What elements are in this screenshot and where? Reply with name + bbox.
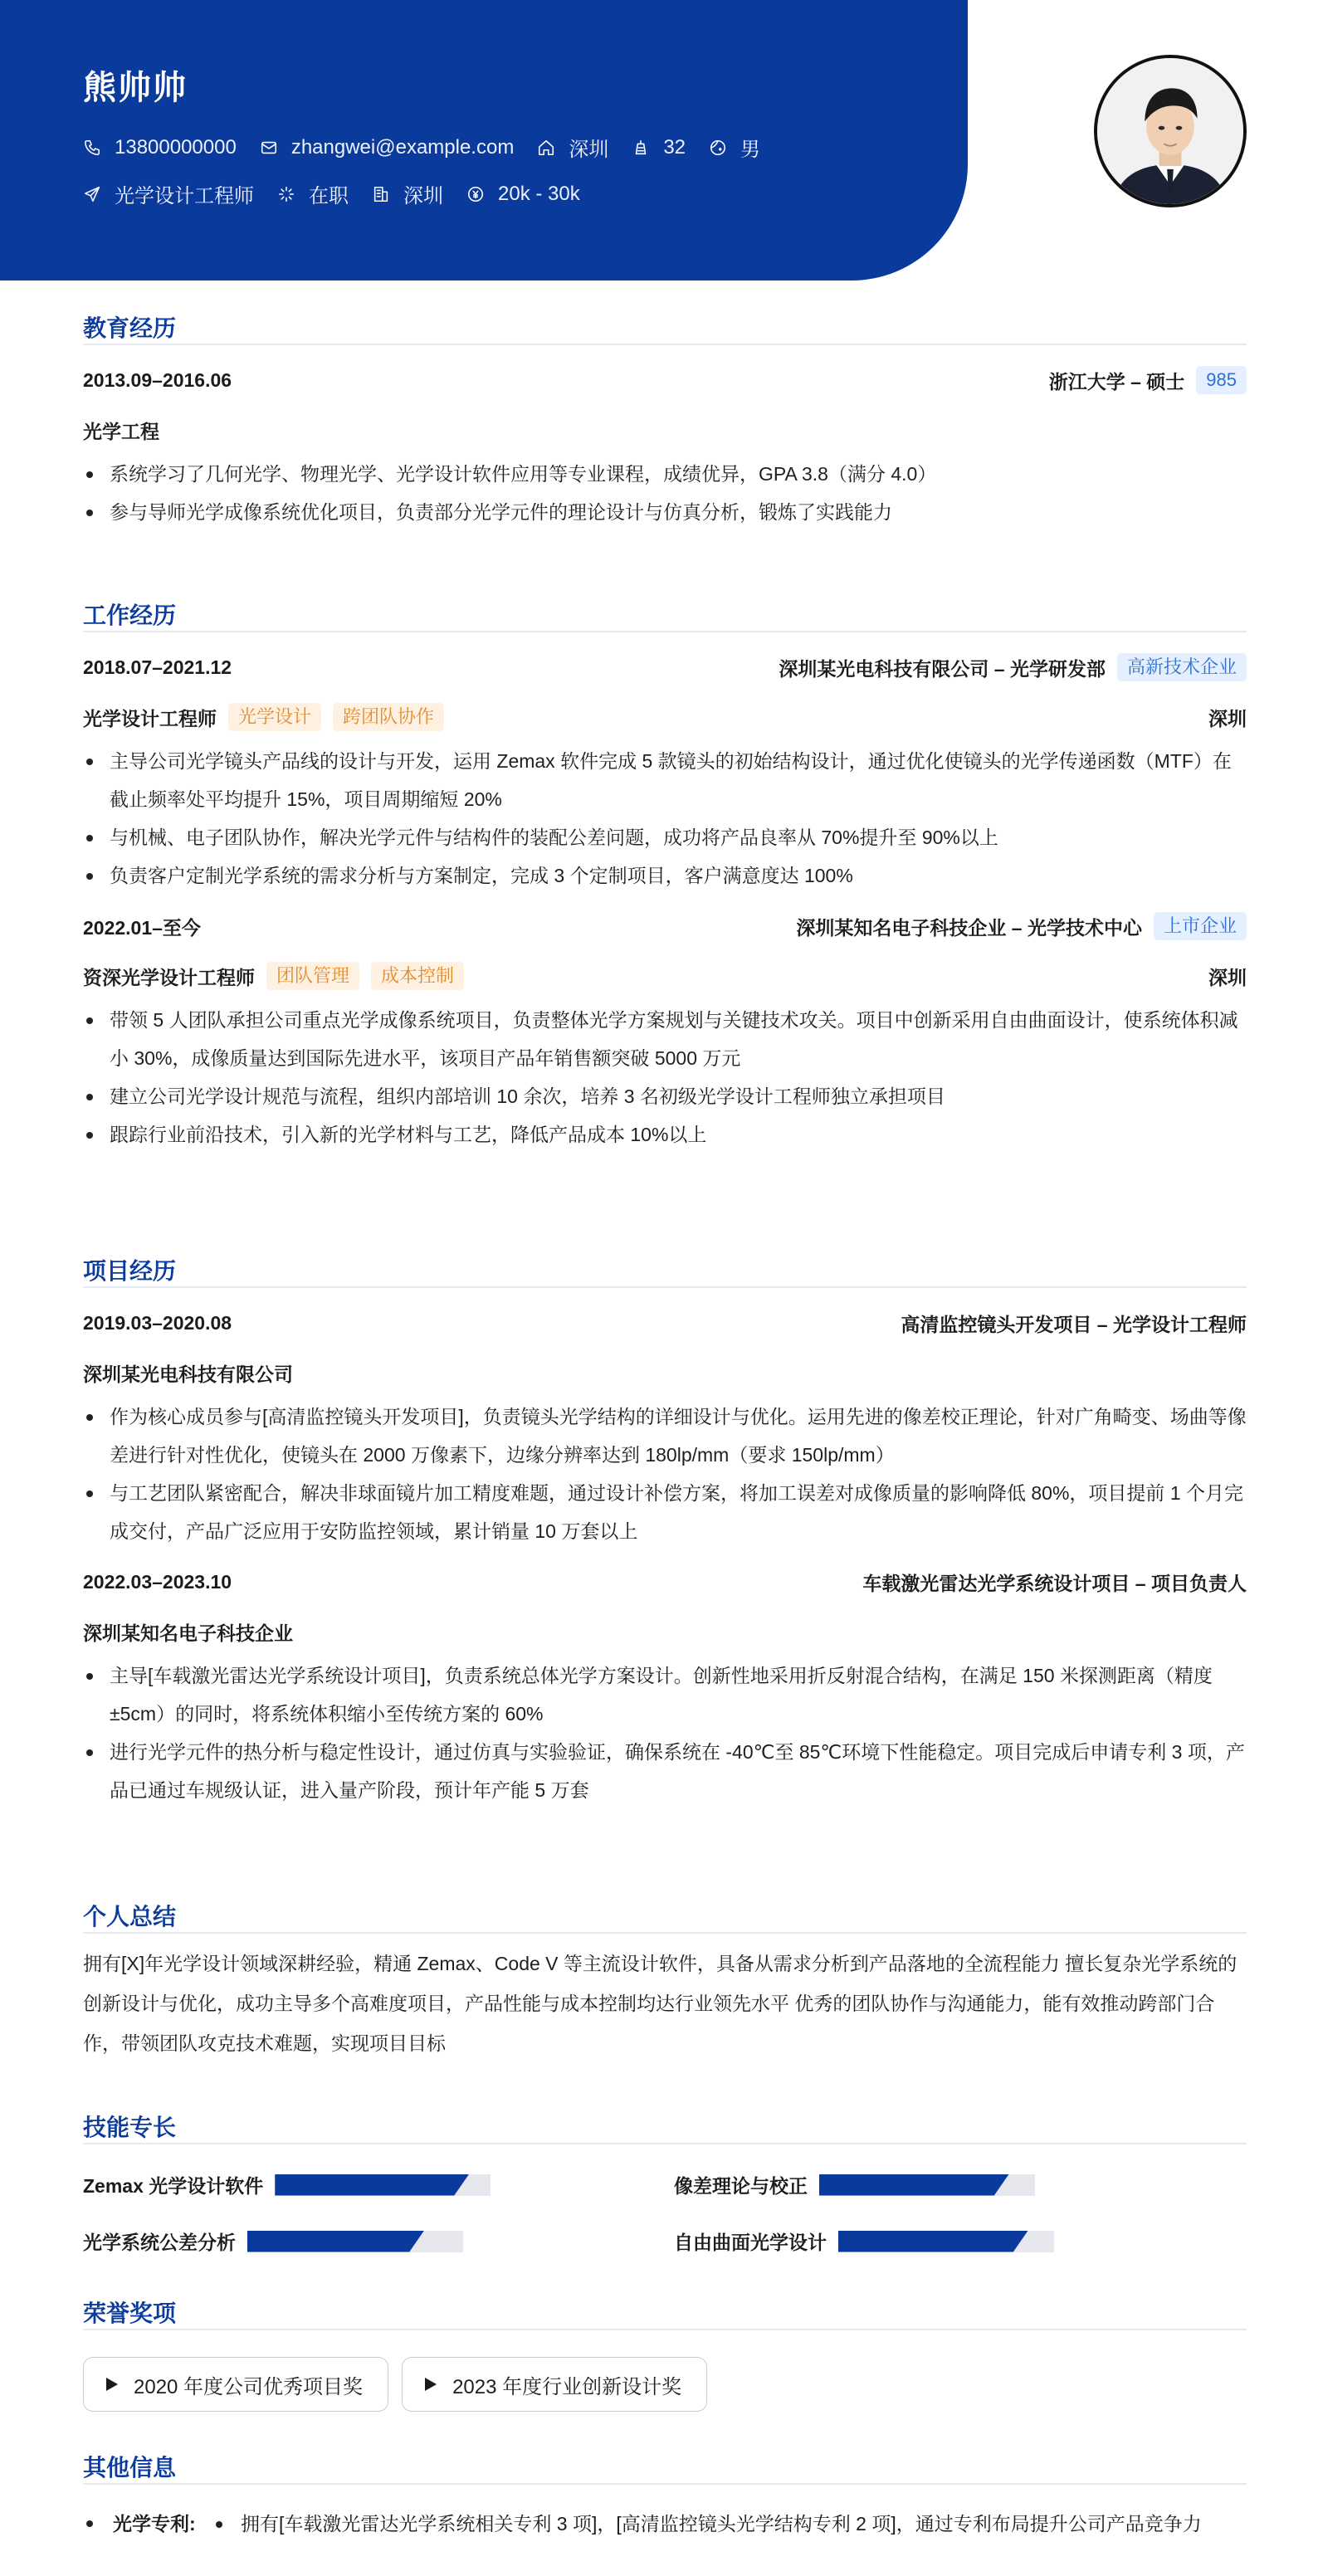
phone-icon: [83, 139, 101, 157]
project-company-row: [83, 1607, 1247, 1656]
list-item: 主导公司光学镜头产品线的设计与开发，运用 Zemax 软件完成 5 款镜头的初始结构设计，通过优化使镜头的光学传递函数（MTF）在截止频率处平均提升 15%，项目周期缩短 20%: [83, 742, 1247, 818]
education-header-row: [83, 355, 1247, 405]
skill-bar-fill: [275, 2174, 469, 2196]
resume-header: [0, 0, 968, 281]
skill-bar: [838, 2231, 1054, 2252]
skill-bar: [819, 2174, 1035, 2196]
skills-grid: [83, 2144, 1247, 2269]
list-item: 负责客户定制光学系统的需求分析与方案制定，完成 3 个定制项目，客户满意度达 100%: [83, 856, 1247, 895]
gender-icon: [709, 139, 727, 157]
home-city-text: 深圳: [569, 139, 609, 161]
project-name: 车载激光雷达光学系统设计项目 – 项目负责人: [862, 1572, 1247, 1594]
work-role-row: [83, 692, 1247, 742]
salary-item: [466, 183, 580, 206]
email-text: zhangwei@example.com: [290, 135, 515, 159]
section-title: 项目经历: [83, 1255, 1247, 1288]
play-icon: [424, 2377, 437, 2392]
list-item: 建立公司光学设计规范与流程，组织内部培训 10 余次，培养 3 名初级光学设计工程师独立承担项目: [83, 1077, 1247, 1115]
age-text: 32: [663, 135, 686, 159]
work-company: 深圳某光电科技有限公司 – 光学研发部: [779, 657, 1106, 680]
section-title: 教育经历: [83, 312, 1247, 345]
award-label: 2023 年度行业创新设计奖: [452, 2375, 682, 2398]
award-label: 2020 年度公司优秀项目奖: [134, 2375, 364, 2398]
skill-bar-fill: [247, 2231, 424, 2252]
skill-name: 光学系统公差分析: [83, 2232, 236, 2253]
skill-bar-fill: [838, 2231, 1028, 2252]
project-name: 高清监控镜头开发项目 – 光学设计工程师: [901, 1313, 1247, 1335]
project-header-row: [83, 1557, 1247, 1607]
age-icon: [632, 139, 650, 157]
status-item: [277, 179, 349, 208]
job-title-item: [83, 179, 254, 208]
project-period: 2019.03–2020.08: [83, 1311, 232, 1334]
summary-text: 拥有[X]年光学设计领域深耕经验，精通 Zemax、Code V 等主流设计软件，具备从需求分析到产品落地的全流程能力 擅长复杂光学系统的创新设计与优化，成功主导多个高难度项目，产品性能与成本控制均达行业领先水平 优秀的团队协作与沟通能力，能有效推动跨部门合作，带领团队攻克技术难题，实现项目目标: [83, 1953, 1237, 2054]
skill-item: [83, 2171, 491, 2198]
project-bullets: [83, 1398, 1247, 1550]
patent-text: 拥有[车载激光雷达光学系统相关专利 3 项]，[高清监控镜头光学结构专利 2 项]，通过专利布局提升公司产品竞争力: [212, 2505, 1202, 2543]
company-badge: 上市企业: [1154, 912, 1247, 940]
avatar-portrait: [1097, 58, 1243, 204]
education-section: [83, 312, 1247, 531]
list-item: 作为核心成员参与[高清监控镜头开发项目]，负责镜头光学结构的详细设计与优化。运用先进的像差校正理论，针对广角畸变、场曲等像差进行针对性优化，使镜头在 2000 万像素下，边缘分辨率达到 180lp/mm（要求 150lp/mm）: [83, 1398, 1247, 1474]
work-period: 2022.01–至今: [83, 916, 201, 939]
project-period: 2022.03–2023.10: [83, 1570, 232, 1593]
work-bullets: [83, 1001, 1247, 1154]
skills-section: [83, 2111, 1247, 2269]
company-badge: 高新技术企业: [1117, 653, 1247, 681]
list-item: 与机械、电子团队协作，解决光学元件与结构件的装配公差问题，成功将产品良率从 70%提升至 90%以上: [83, 818, 1247, 856]
awards-list: [83, 2330, 1247, 2412]
skill-tag: 跨团队协作: [333, 703, 444, 731]
education-period: 2013.09–2016.06: [83, 368, 232, 391]
award-chip: [402, 2357, 707, 2412]
work-city-text: 深圳: [403, 185, 443, 207]
work-city: 深圳: [1208, 966, 1247, 988]
skill-bar-fill: [819, 2174, 1009, 2196]
projects-section: [83, 1255, 1247, 1809]
summary-section: [83, 1900, 1247, 2063]
work-header-row: [83, 901, 1247, 951]
list-item: 与工艺团队紧密配合，解决非球面镜片加工精度难题，通过设计补偿方案，将加工误差对成像质量的影响降低 80%，项目提前 1 个月完成交付，产品广泛应用于安防监控领域，累计销量 10 万套以上: [83, 1474, 1247, 1550]
skill-tag: 团队管理: [266, 962, 359, 990]
education-major-row: [83, 405, 1247, 455]
patent-label: 光学专利:: [113, 2513, 196, 2535]
list-item: 主导[车载激光雷达光学系统设计项目]，负责系统总体光学方案设计。创新性地采用折反射混合结构，在满足 150 米探测距离（精度±5cm）的同时，将系统体积缩小至传统方案的 60%: [83, 1656, 1247, 1733]
job-title-text: 光学设计工程师: [115, 185, 254, 207]
phone-text: 13800000000: [115, 135, 237, 159]
avatar: [1094, 55, 1247, 207]
skill-item: [674, 2171, 1035, 2198]
list-item: 系统学习了几何光学、物理光学、光学设计软件应用等专业课程，成绩优异，GPA 3.8（满分 4.0）: [83, 455, 1247, 493]
patent-line: [83, 2505, 1247, 2543]
status-text: 在职: [309, 185, 349, 207]
section-title: 荣誉奖项: [83, 2297, 1247, 2330]
award-chip: [83, 2357, 388, 2412]
work-header-row: [83, 642, 1247, 692]
list-item: 带领 5 人团队承担公司重点光学成像系统项目，负责整体光学方案规划与关键技术攻关。项目中创新采用自由曲面设计，使系统体积减小 30%，成像质量达到国际先进水平，该项目产品年销售额突破 5000 万元: [83, 1001, 1247, 1077]
skill-bar: [275, 2174, 491, 2196]
skill-name: 像差理论与校正: [674, 2175, 808, 2197]
other-section: [83, 2452, 1247, 2543]
work-company: 深圳某知名电子科技企业 – 光学技术中心: [796, 916, 1142, 939]
status-icon: [277, 185, 295, 203]
skill-name: Zemax 光学设计软件: [83, 2175, 264, 2197]
project-company-row: [83, 1348, 1247, 1398]
skill-name: 自由曲面光学设计: [674, 2232, 827, 2253]
work-section: [83, 599, 1247, 1154]
section-title: 工作经历: [83, 599, 1247, 632]
awards-section: [83, 2297, 1247, 2412]
gender-item: [709, 133, 760, 162]
email-item: [260, 136, 515, 159]
project-header-row: [83, 1298, 1247, 1348]
project-company: 深圳某光电科技有限公司: [83, 1363, 293, 1385]
salary-icon: [466, 185, 485, 203]
list-item: 进行光学元件的热分析与稳定性设计，通过仿真与实验验证，确保系统在 -40℃至 85℃环境下性能稳定。项目完成后申请专利 3 项，产品已通过车规级认证，进入量产阶段，预计年产能 5 万套: [83, 1733, 1247, 1809]
phone-item: [83, 136, 237, 159]
home-icon: [537, 139, 555, 157]
education-school: 浙江大学 – 硕士: [1048, 370, 1185, 393]
skill-tag: 成本控制: [371, 962, 464, 990]
school-badge: 985: [1196, 366, 1247, 394]
work-role: 光学设计工程师: [83, 707, 217, 729]
list-item: 跟踪行业前沿技术，引入新的光学材料与工艺，降低产品成本 10%以上: [83, 1115, 1247, 1154]
mail-icon: [260, 139, 278, 157]
section-title: 其他信息: [83, 2452, 1247, 2485]
skill-tag: 光学设计: [228, 703, 321, 731]
project-bullets: [83, 1656, 1247, 1809]
home-city-item: [537, 133, 608, 162]
send-icon: [83, 185, 101, 203]
education-major: 光学工程: [83, 420, 159, 442]
section-title: 个人总结: [83, 1900, 1247, 1934]
salary-text: 20k - 30k: [498, 182, 580, 205]
skill-bar: [247, 2231, 463, 2252]
work-bullets: [83, 742, 1247, 895]
education-bullets: [83, 455, 1247, 531]
work-city: 深圳: [1208, 707, 1247, 729]
skill-item: [674, 2227, 1054, 2255]
age-item: [632, 136, 686, 159]
other-info: [83, 2485, 1247, 2543]
work-role-row: [83, 951, 1247, 1001]
bullet-dot: [86, 2520, 93, 2527]
candidate-name: 熊帅帅: [83, 70, 188, 106]
work-city-item: [372, 179, 443, 208]
job-row: [83, 179, 603, 208]
work-role: 资深光学设计工程师: [83, 966, 255, 988]
project-company: 深圳某知名电子科技企业: [83, 1622, 293, 1644]
section-title: 技能专长: [83, 2111, 1247, 2144]
gender-text: 男: [740, 139, 761, 161]
list-item: 参与导师光学成像系统优化项目，负责部分光学元件的理论设计与仿真分析，锻炼了实践能力: [83, 493, 1247, 531]
work-period: 2018.07–2021.12: [83, 656, 232, 678]
contact-row: [83, 133, 783, 162]
building-icon: [372, 185, 390, 203]
play-icon: [105, 2377, 119, 2392]
skill-item: [83, 2227, 463, 2255]
